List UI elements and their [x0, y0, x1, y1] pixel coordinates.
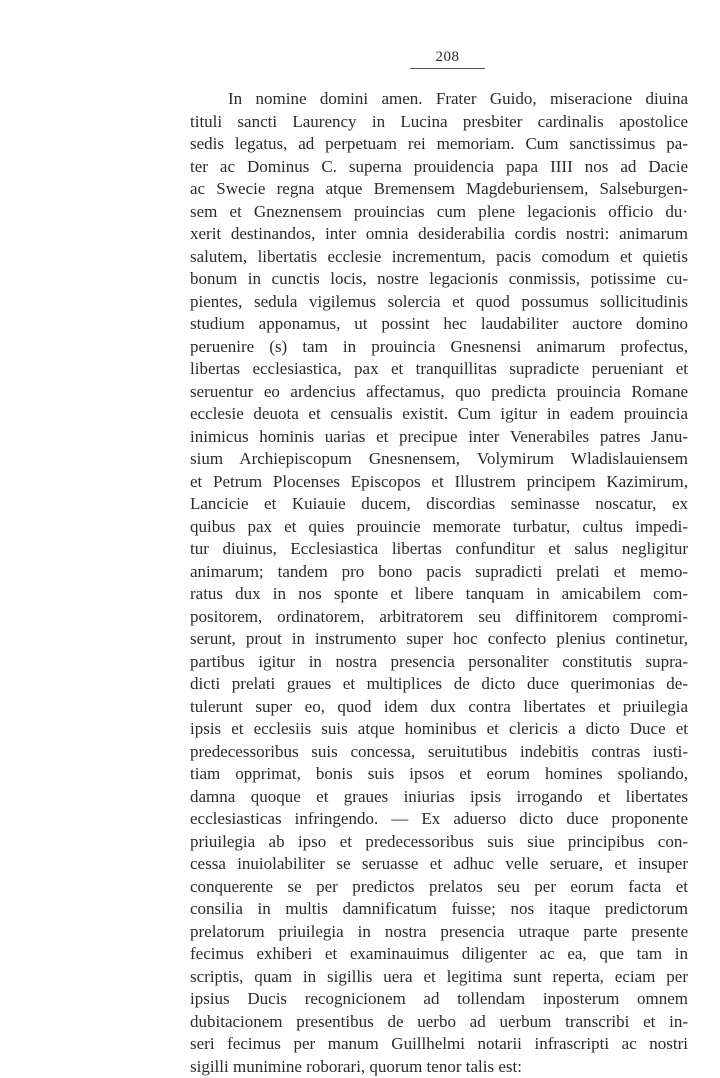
text-line: ac Swecie regna atque Bremensem Magdeburiensem, Salseburgen- — [190, 178, 688, 201]
text-line: damna quoque et graues iniurias ipsis irrogando et libertates — [190, 786, 688, 809]
body-text — [190, 88, 688, 1078]
text-line: tiam opprimat, bonis suis ipsos et eorum homines spoliando, — [190, 763, 688, 786]
text-line: quibus pax et quies prouincie memorate turbatur, cultus impedi- — [190, 516, 688, 539]
text-line: bonum in cunctis locis, nostre legacionis conmissis, potissime cu- — [190, 268, 688, 291]
text-line: libertas ecclesiastica, pax et tranquillitas supradicte perueniant et — [190, 358, 688, 381]
text-line: xerit destinandos, inter omnia desiderabilia cordis nostri: animarum — [190, 223, 688, 246]
text-line: sium Archiepiscopum Gnesnensem, Volymirum Wladislauiensem — [190, 448, 688, 471]
text-line: predecessoribus suis concessa, seruitutibus indebitis contras iusti- — [190, 741, 688, 764]
text-line: Lancicie et Kuiauie ducem, discordias seminasse noscatur, ex — [190, 493, 688, 516]
text-line: pientes, sedula vigilemus solercia et quod possumus sollicitudinis — [190, 291, 688, 314]
text-line: sem et Gneznensem prouincias cum plene legacionis officio du· — [190, 201, 688, 224]
text-line: conquerente se per predictos prelatos seu per eorum facta et — [190, 876, 688, 899]
text-line: scriptis, quam in sigillis uera et legitima sunt reperta, eciam per — [190, 966, 688, 989]
text-line: priuilegia ab ipso et predecessoribus suis siue principibus con- — [190, 831, 688, 854]
text-line: ecclesiasticas infringendo. — Ex aduerso dicto duce proponente — [190, 808, 688, 831]
text-line: fecimus exhiberi et examinauimus diligenter ac ea, que tam in — [190, 943, 688, 966]
text-line: seruentur eo ardencius affectamus, quo predicta prouincia Romane — [190, 381, 688, 404]
text-line: inimicus hominis uarias et precipue inter Venerabiles patres Janu- — [190, 426, 688, 449]
text-line: salutem, libertatis ecclesie incrementum, pacis comodum et quietis — [190, 246, 688, 269]
text-line: dubitacionem presentibus de uerbo ad uerbum transcribi et in- — [190, 1011, 688, 1034]
text-line: peruenire (s) tam in prouincia Gnesnensi animarum profectus, — [190, 336, 688, 359]
text-line: sedis legatus, ad perpetuam rei memoriam. Cum sanctissimus pa- — [190, 133, 688, 156]
text-line: studium apponamus, ut possint hec laudabiliter auctore domino — [190, 313, 688, 336]
text-line: prelatorum priuilegia in nostra presencia utraque parte presente — [190, 921, 688, 944]
text-line: tituli sancti Laurency in Lucina presbiter cardinalis apostolice — [190, 111, 688, 134]
text-line: sigilli munimine roborari, quorum tenor talis est: — [190, 1056, 688, 1078]
text-line: positorem, ordinatorem, arbitratorem seu diffinitorem compromi- — [190, 606, 688, 629]
text-line: In nomine domini amen. Frater Guido, miseracione diuina — [190, 88, 688, 111]
text-line: tulerunt super eo, quod idem dux contra libertates et priuilegia — [190, 696, 688, 719]
text-line: tur diuinus, Ecclesiastica libertas confunditur et salus negligitur — [190, 538, 688, 561]
text-line: ter ac Dominus C. superna prouidencia papa IIII nos ad Dacie — [190, 156, 688, 179]
text-line: consilia in multis damnificatum fuisse; nos itaque predictorum — [190, 898, 688, 921]
text-line: cessa inuiolabiliter se seruasse et adhuc velle seruare, et insuper — [190, 853, 688, 876]
text-line: seri fecimus per manum Guillhelmi notarii infrascripti ac nostri — [190, 1033, 688, 1056]
text-line: ipsius Ducis recognicionem ad tollendam inposterum omnem — [190, 988, 688, 1011]
header-rule — [410, 68, 485, 69]
text-line: serunt, prout in instrumento super hoc confecto plenius continetur, — [190, 628, 688, 651]
page-number: 208 — [410, 49, 485, 66]
text-line: et Petrum Plocenses Episcopos et Illustrem principem Kazimirum, — [190, 471, 688, 494]
text-line: dicti prelati graues et multiplices de dicto duce querimonias de- — [190, 673, 688, 696]
text-line: ratus dux in nos sponte et libere tanquam in amicabilem com- — [190, 583, 688, 606]
text-line: ecclesie deuota et censualis existit. Cum igitur in eadem prouincia — [190, 403, 688, 426]
text-line: ipsis et ecclesiis suis atque hominibus et clericis a dicto Duce et — [190, 718, 688, 741]
text-line: partibus igitur in nostra presencia personaliter constitutis supra- — [190, 651, 688, 674]
text-line: animarum; tandem pro bono pacis supradicti prelati et memo- — [190, 561, 688, 584]
